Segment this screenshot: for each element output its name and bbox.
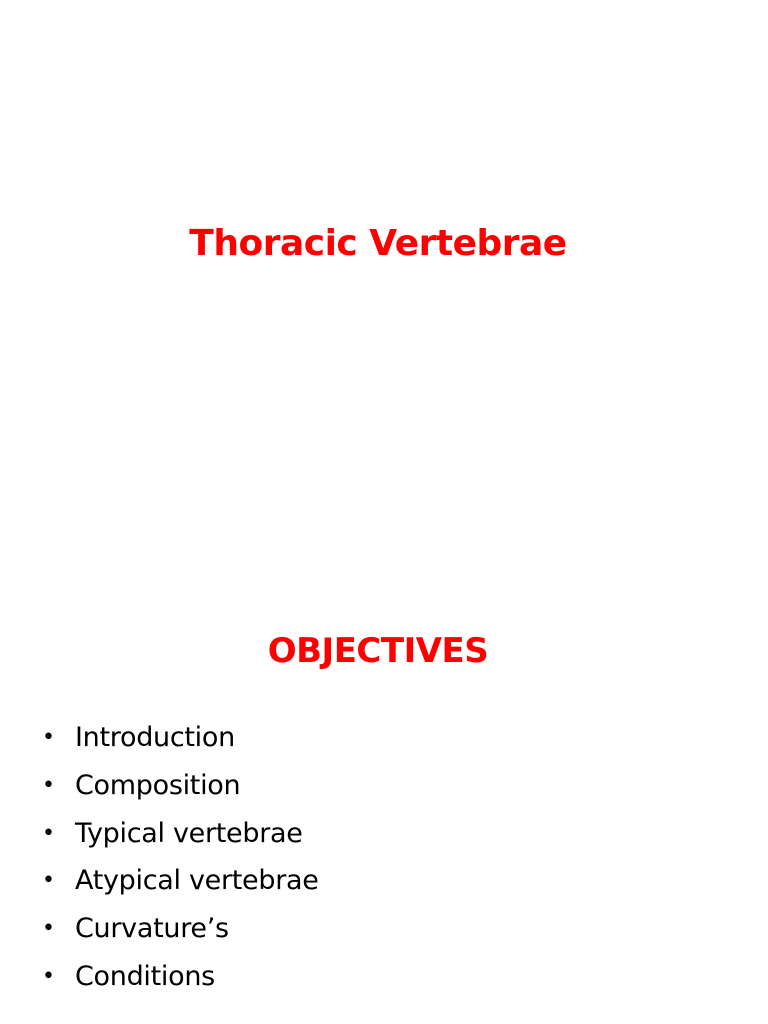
list-item (42, 809, 319, 857)
bullet-icon: • (42, 916, 55, 942)
list-item (42, 952, 319, 1000)
list-item (42, 905, 319, 953)
objectives-list (42, 714, 319, 1000)
list-item-text: Curvature’s (75, 913, 229, 945)
list-item (42, 762, 319, 810)
bullet-icon: • (42, 820, 55, 846)
list-item-text: Typical vertebrae (75, 817, 303, 849)
bullet-icon: • (42, 725, 55, 751)
bullet-icon: • (42, 868, 55, 894)
objectives-heading: OBJECTIVES (267, 631, 489, 671)
page-title: Thoracic Vertebrae (189, 223, 567, 264)
list-item-text: Introduction (75, 722, 235, 754)
list-item-text: Conditions (75, 960, 215, 992)
list-item-text: Composition (75, 770, 241, 802)
list-item (42, 714, 319, 762)
list-item-text: Atypical vertebrae (75, 865, 319, 897)
bullet-icon: • (42, 773, 55, 799)
bullet-icon: • (42, 963, 55, 989)
list-item (42, 857, 319, 905)
